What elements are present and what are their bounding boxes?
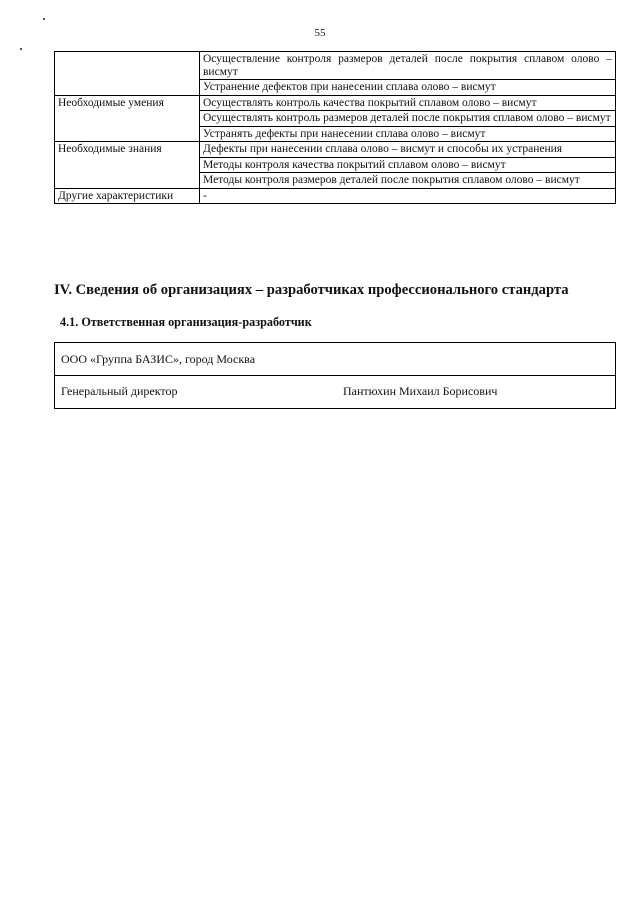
table-row [55, 188, 616, 204]
organization-signatory-row [55, 376, 615, 409]
table-cell: Осуществлять контроль размеров деталей после покрытия сплавом олово – висмут [200, 111, 616, 127]
organization-name-row [55, 343, 615, 376]
table-row [55, 52, 616, 80]
row-label-skills: Необходимые умения [55, 95, 200, 142]
page-number: 55 [314, 27, 326, 39]
table-cell: Осуществление контроля размеров деталей после покрытия сплавом олово – висмут [200, 52, 616, 80]
signatory-position: Генеральный директор [61, 384, 178, 398]
scan-speck [43, 18, 45, 20]
table-cell: - [200, 188, 616, 204]
signatory-name: Пантюхин Михаил Борисович [343, 384, 498, 398]
table-row [55, 142, 616, 158]
table-cell: Дефекты при нанесении сплава олово – висмут и способы их устранения [200, 142, 616, 158]
subsection-heading: 4.1. Ответственная организация-разработчик [60, 315, 312, 329]
section-heading: IV. Сведения об организациях – разработчиках профессионального стандарта [54, 282, 569, 298]
table-cell: Методы контроля качества покрытий сплавом олово – висмут [200, 157, 616, 173]
qualification-table [54, 51, 616, 204]
table-row [55, 95, 616, 111]
row-label [55, 52, 200, 96]
table-cell: Методы контроля размеров деталей после покрытия сплавом олово – висмут [200, 173, 616, 189]
table-cell: Устранять дефекты при нанесении сплава олово – висмут [200, 126, 616, 142]
row-label-knowledge: Необходимые знания [55, 142, 200, 189]
organization-box [54, 342, 616, 409]
row-label-other: Другие характеристики [55, 188, 200, 204]
organization-name: ООО «Группа БАЗИС», город Москва [61, 352, 256, 366]
table-cell: Осуществлять контроль качества покрытий сплавом олово – висмут [200, 95, 616, 111]
scan-speck [20, 48, 22, 50]
table-cell: Устранение дефектов при нанесении сплава олово – висмут [200, 80, 616, 96]
